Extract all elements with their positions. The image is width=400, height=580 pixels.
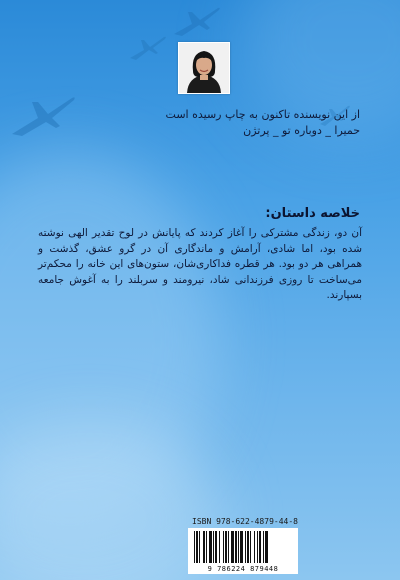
barcode-bar <box>263 531 264 563</box>
barcode-bar <box>203 531 205 563</box>
barcode-bar <box>206 531 207 563</box>
summary-heading: خلاصه داستان: <box>265 206 360 221</box>
barcode <box>188 528 298 574</box>
barcode-bar <box>215 531 217 563</box>
isbn: ISBN 978-622-4879-44-8 <box>192 517 298 526</box>
barcode-bar <box>231 531 234 563</box>
barcode-bar <box>213 531 214 563</box>
barcode-bar <box>245 531 246 563</box>
barcode-bar <box>254 531 255 563</box>
summary-text: آن دو، زندگی مشترکی را آغاز کردند که پایانش در لوح تقدیر الهی نوشته شده بود، اما شادی، آرامش و ماندگاری آن در گرو عشق، گذشت و همراهی هر دو بود. هر قطره فداکاری‌شان، ستون‌های این خانه را محکم‌تر می‌ساخت تا روزی فرزندانی شاد، نیرومند و سربلند را به آغوش جامعه بسپارند. <box>38 227 362 301</box>
barcode-bar <box>225 531 227 563</box>
barcode-bar <box>196 531 198 563</box>
barcode-bar <box>209 531 212 563</box>
barcode-bar <box>257 531 258 563</box>
author-portrait-icon <box>179 43 229 93</box>
barcode-bar <box>259 531 261 563</box>
airplane-icon <box>172 4 222 40</box>
barcode-bar <box>228 531 229 563</box>
barcode-digits: 9 786224 879448 <box>207 565 279 573</box>
barcode-bar <box>250 531 251 563</box>
author-photo <box>178 42 230 94</box>
barcode-bar <box>194 531 195 563</box>
barcode-bar <box>238 531 239 563</box>
barcode-bar <box>265 531 268 563</box>
airplane-icon <box>128 34 168 62</box>
barcode-bar <box>199 531 200 563</box>
previous-books-titles: حمیرا _ دوباره تو _ پرتژن <box>243 124 360 137</box>
barcode-bar <box>219 531 220 563</box>
previous-books-line: از این نویسنده تاکنون به چاپ رسیده است <box>165 108 360 121</box>
barcode-bar <box>235 531 237 563</box>
barcode-bar <box>223 531 224 563</box>
airplane-icon <box>8 92 78 138</box>
barcode-bars <box>188 528 298 566</box>
barcode-bar <box>240 531 243 563</box>
barcode-bar <box>247 531 249 563</box>
